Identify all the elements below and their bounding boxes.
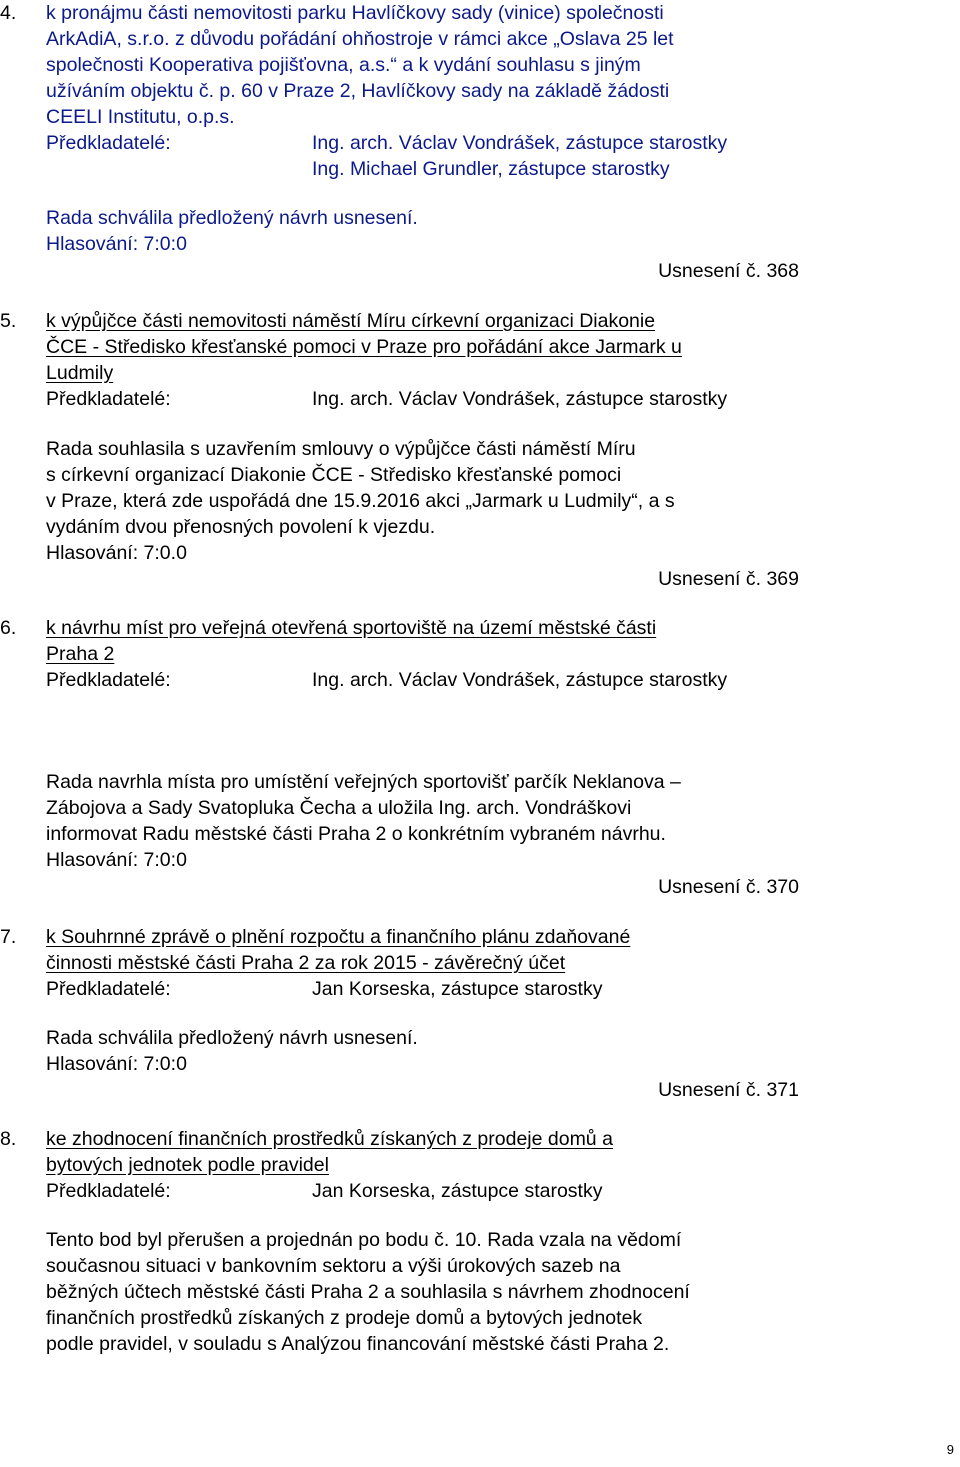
item-number: 8.: [0, 1128, 17, 1150]
submitter: Jan Korseska, zástupce starostky: [312, 1180, 603, 1202]
item-title-line: CEELI Institutu, o.p.s.: [46, 106, 235, 128]
item-title-line: bytových jednotek podle pravidel: [46, 1154, 329, 1176]
item-title-line: k návrhu míst pro veřejná otevřená sportoviště na území městské části: [46, 617, 657, 639]
item-title-line: ČCE - Středisko křesťanské pomoci v Praze pro pořádání akce Jarmark u: [46, 336, 682, 358]
resolution-text: s církevní organizací Diakonie ČCE - Středisko křesťanské pomoci: [46, 464, 622, 486]
submitters-label: Předkladatelé:: [46, 978, 171, 1000]
item-number: 5.: [0, 310, 17, 332]
submitters-label: Předkladatelé:: [46, 1180, 171, 1202]
item-title-line: Ludmily: [46, 362, 114, 384]
resolution-text: informovat Radu městské části Praha 2 o konkrétním vybraném návrhu.: [46, 823, 666, 845]
item-title-line: činnosti městské části Praha 2 za rok 2015 - závěrečný účet: [46, 952, 566, 974]
item-title-line: Praha 2: [46, 643, 115, 665]
item-title-line: ke zhodnocení finančních prostředků získaných z prodeje domů a: [46, 1128, 613, 1150]
item-title-line: k pronájmu části nemovitosti parku Havlíčkovy sady (vinice) společnosti: [46, 2, 664, 24]
resolution-text: Zábojova a Sady Svatopluka Čecha a uložila Ing. arch. Vondráškovi: [46, 797, 632, 819]
vote-result: Hlasování: 7:0:0: [46, 849, 187, 871]
resolution-text: Rada souhlasila s uzavřením smlouvy o výpůjčce části náměstí Míru: [46, 438, 636, 460]
resolution-text: Rada schválila předložený návrh usnesení.: [46, 207, 418, 229]
vote-result: Hlasování: 7:0:0: [46, 1053, 187, 1075]
item-title-line: užíváním objektu č. p. 60 v Praze 2, Havlíčkovy sady na základě žádosti: [46, 80, 670, 102]
submitter: Ing. Michael Grundler, zástupce starostky: [312, 158, 670, 180]
item-title-line: k výpůjčce části nemovitosti náměstí Míru církevní organizaci Diakonie: [46, 310, 656, 332]
item-number: 7.: [0, 926, 17, 948]
resolution-text: podle pravidel, v souladu s Analýzou financování městské části Praha 2.: [46, 1333, 670, 1355]
submitter: Ing. arch. Václav Vondrášek, zástupce starostky: [312, 669, 728, 691]
vote-result: Hlasování: 7:0:0: [46, 233, 187, 255]
resolution-number: Usnesení č. 368: [658, 260, 799, 282]
submitters-label: Předkladatelé:: [46, 388, 171, 410]
resolution-text: finančních prostředků získaných z prodeje domů a bytových jednotek: [46, 1307, 643, 1329]
submitter: Ing. arch. Václav Vondrášek, zástupce starostky: [312, 388, 728, 410]
resolution-text: v Praze, která zde uspořádá dne 15.9.2016 akci „Jarmark u Ludmily“, a s: [46, 490, 675, 512]
submitter: Jan Korseska, zástupce starostky: [312, 978, 603, 1000]
item-title-line: společnosti Kooperativa pojišťovna, a.s.“ a k vydání souhlasu s jiným: [46, 54, 641, 76]
item-number: 4.: [0, 2, 17, 24]
resolution-number: Usnesení č. 371: [658, 1079, 799, 1101]
submitters-label: Předkladatelé:: [46, 132, 171, 154]
item-title-line: k Souhrnné zprávě o plnění rozpočtu a finančního plánu zdaňované: [46, 926, 631, 948]
resolution-text: současnou situaci v bankovním sektoru a výši úrokových sazeb na: [46, 1255, 621, 1277]
item-number: 6.: [0, 617, 17, 639]
submitter: Ing. arch. Václav Vondrášek, zástupce starostky: [312, 132, 728, 154]
resolution-text: Tento bod byl přerušen a projednán po bodu č. 10. Rada vzala na vědomí: [46, 1229, 682, 1251]
vote-result: Hlasování: 7:0.0: [46, 542, 187, 564]
resolution-text: běžných účtech městské části Praha 2 a souhlasila s návrhem zhodnocení: [46, 1281, 690, 1303]
resolution-text: Rada navrhla místa pro umístění veřejných sportovišť parčík Neklanova –: [46, 771, 681, 793]
item-title-line: ArkAdiA, s.r.o. z důvodu pořádání ohňostroje v rámci akce „Oslava 25 let: [46, 28, 674, 50]
resolution-number: Usnesení č. 369: [658, 568, 799, 590]
submitters-label: Předkladatelé:: [46, 669, 171, 691]
page-number: 9: [946, 1442, 954, 1457]
resolution-text: Rada schválila předložený návrh usnesení.: [46, 1027, 418, 1049]
resolution-text: vydáním dvou přenosných povolení k vjezdu.: [46, 516, 436, 538]
resolution-number: Usnesení č. 370: [658, 876, 799, 898]
